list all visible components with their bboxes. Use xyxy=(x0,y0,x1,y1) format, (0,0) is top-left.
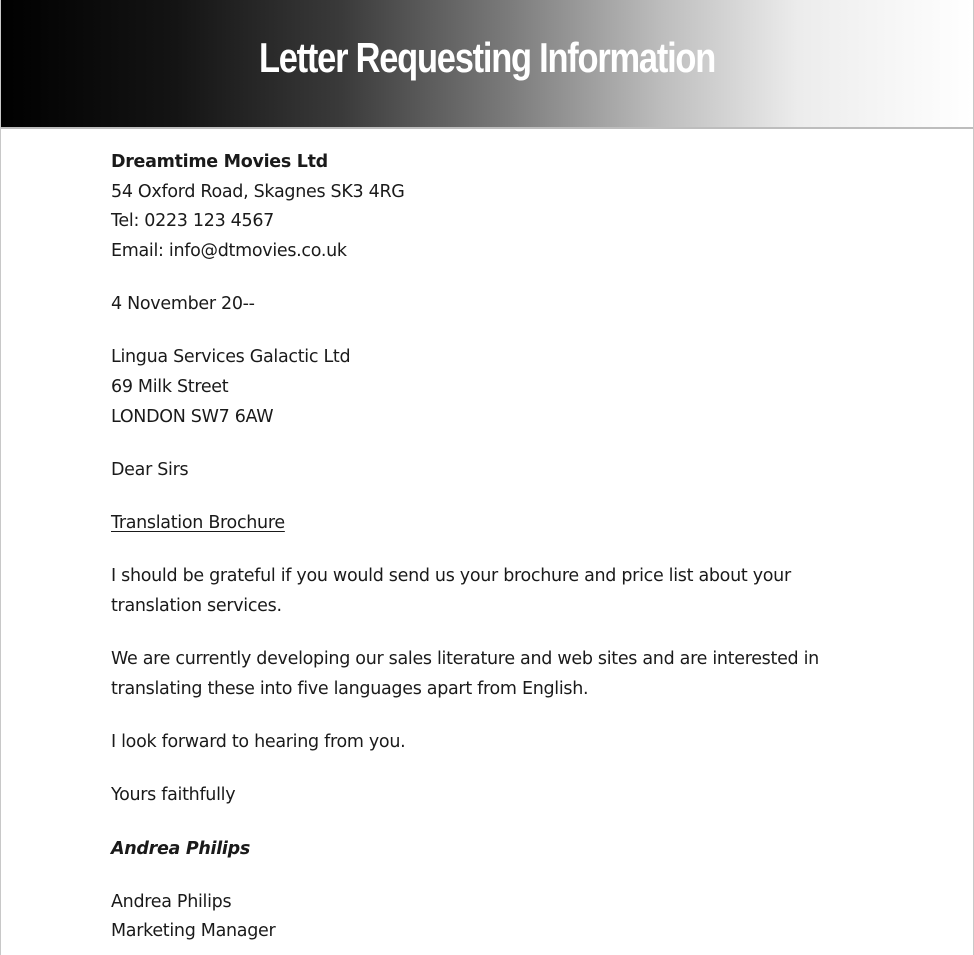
paragraph-1-line-1: I should be grateful if you would send us your brochure and price list about your xyxy=(111,566,791,587)
salutation: Dear Sirs xyxy=(111,460,189,480)
sender-tel: Tel: 0223 123 4567 xyxy=(111,211,275,232)
signatory-title: Marketing Manager xyxy=(111,921,276,942)
paragraph-2 xyxy=(111,645,871,704)
signatory-name: Andrea Philips xyxy=(111,891,232,912)
signature: Andrea Philips xyxy=(111,838,250,859)
page-title: Letter Requesting Information xyxy=(258,34,716,81)
paragraph-1 xyxy=(111,562,871,621)
letter-date: 4 November 20-- xyxy=(111,294,255,315)
recipient-city: LONDON SW7 6AW xyxy=(111,406,274,427)
sender-email: Email: info@dtmovies.co.uk xyxy=(111,241,347,262)
paragraph-2-line-1: We are currently developing our sales literature and web sites and are interested in xyxy=(111,649,819,670)
recipient-block xyxy=(111,343,871,432)
letter-body xyxy=(111,148,871,947)
paragraph-2-line-2: translating these into five languages apart from English. xyxy=(111,678,589,699)
title-banner xyxy=(1,0,973,129)
closing: Yours faithfully xyxy=(111,785,236,806)
sender-block xyxy=(111,148,871,267)
paragraph-3: I look forward to hearing from you. xyxy=(111,732,406,753)
paragraph-1-line-2: translation services. xyxy=(111,596,282,617)
sender-address: 54 Oxford Road, Skagnes SK3 4RG xyxy=(111,181,405,202)
sender-company: Dreamtime Movies Ltd xyxy=(111,152,328,172)
subject-line: Translation Brochure xyxy=(111,513,285,534)
recipient-company: Lingua Services Galactic Ltd xyxy=(111,347,351,368)
recipient-street: 69 Milk Street xyxy=(111,377,229,398)
